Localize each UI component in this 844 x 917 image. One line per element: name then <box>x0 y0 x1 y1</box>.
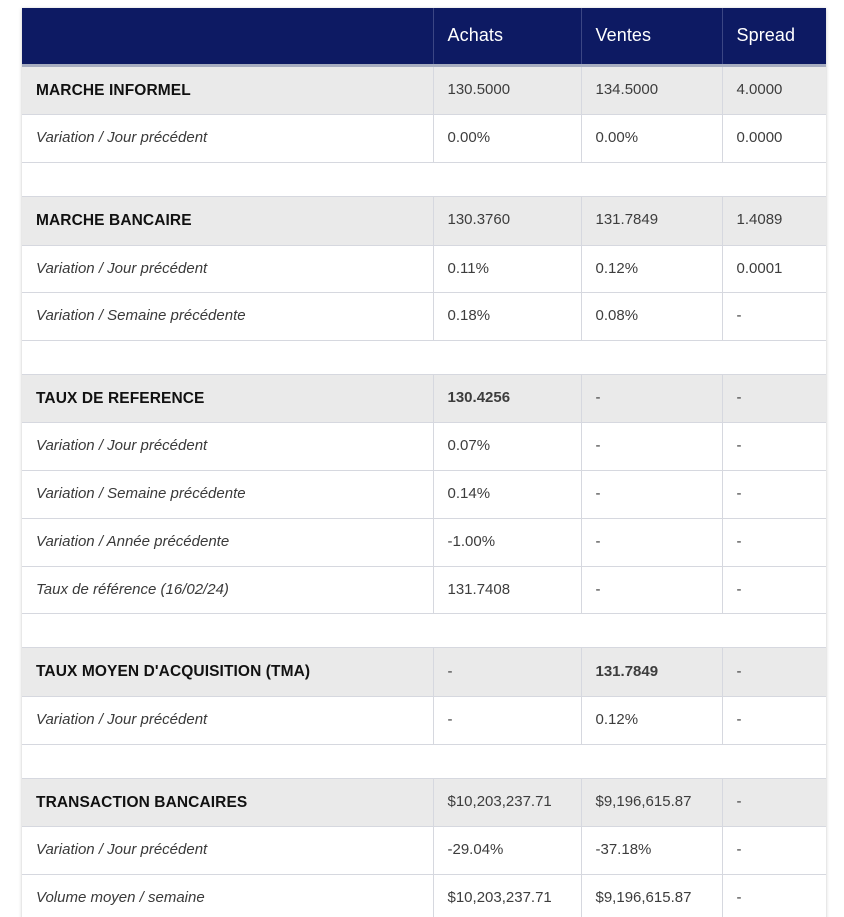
table-row <box>22 566 826 614</box>
row-value-spread: - <box>722 696 826 744</box>
table-header <box>22 8 826 66</box>
row-value-spread: - <box>722 293 826 341</box>
row-label: Variation / Semaine précédente <box>22 293 433 341</box>
row-value-ventes: - <box>581 566 722 614</box>
section-value-achats: 130.4256 <box>433 375 581 423</box>
column-header-achats: Achats <box>433 8 581 66</box>
row-value-achats: $10,203,237.71 <box>433 874 581 917</box>
row-value-achats: - <box>433 696 581 744</box>
row-label: Variation / Année précédente <box>22 518 433 566</box>
row-value-achats: 0.18% <box>433 293 581 341</box>
section-value-achats: 130.5000 <box>433 66 581 115</box>
section-value-spread: - <box>722 778 826 826</box>
section-value-achats: - <box>433 648 581 696</box>
section-title: TAUX MOYEN D'ACQUISITION (TMA) <box>22 648 433 696</box>
section-value-spread: - <box>722 648 826 696</box>
row-label: Volume moyen / semaine <box>22 874 433 917</box>
section-value-spread: 1.4089 <box>722 197 826 245</box>
section-header-row <box>22 66 826 115</box>
row-value-spread: - <box>722 423 826 471</box>
section-header-row <box>22 648 826 696</box>
column-header-label <box>22 8 433 66</box>
row-label: Variation / Semaine précédente <box>22 471 433 519</box>
exchange-rates-table <box>22 8 826 917</box>
column-header-ventes: Ventes <box>581 8 722 66</box>
section-title: MARCHE INFORMEL <box>22 66 433 115</box>
section-title: TRANSACTION BANCAIRES <box>22 778 433 826</box>
section-value-ventes: 134.5000 <box>581 66 722 115</box>
row-value-spread: 0.0001 <box>722 245 826 293</box>
row-value-ventes: 0.00% <box>581 115 722 163</box>
table-row <box>22 874 826 917</box>
section-spacer <box>22 163 826 197</box>
section-value-spread: - <box>722 375 826 423</box>
row-value-spread: - <box>722 471 826 519</box>
section-spacer-cell <box>22 614 826 648</box>
table-row <box>22 826 826 874</box>
row-value-spread: - <box>722 826 826 874</box>
table-body <box>22 66 826 917</box>
section-title: TAUX DE REFERENCE <box>22 375 433 423</box>
row-value-achats: 0.11% <box>433 245 581 293</box>
section-spacer <box>22 744 826 778</box>
row-value-ventes: - <box>581 518 722 566</box>
section-header-row <box>22 778 826 826</box>
section-spacer-cell <box>22 341 826 375</box>
row-label: Variation / Jour précédent <box>22 696 433 744</box>
exchange-rates-table-container <box>22 8 826 917</box>
table-row <box>22 423 826 471</box>
row-label: Variation / Jour précédent <box>22 245 433 293</box>
table-row <box>22 518 826 566</box>
section-spacer-cell <box>22 163 826 197</box>
row-value-achats: 0.00% <box>433 115 581 163</box>
row-value-spread: - <box>722 874 826 917</box>
section-spacer <box>22 341 826 375</box>
section-spacer <box>22 614 826 648</box>
table-row <box>22 696 826 744</box>
table-row <box>22 293 826 341</box>
row-value-achats: 0.14% <box>433 471 581 519</box>
row-value-ventes: -37.18% <box>581 826 722 874</box>
section-value-ventes: 131.7849 <box>581 648 722 696</box>
row-value-spread: 0.0000 <box>722 115 826 163</box>
row-label: Variation / Jour précédent <box>22 115 433 163</box>
row-value-ventes: 0.08% <box>581 293 722 341</box>
row-value-ventes: 0.12% <box>581 245 722 293</box>
section-value-ventes: 131.7849 <box>581 197 722 245</box>
row-value-achats: -29.04% <box>433 826 581 874</box>
row-value-ventes: - <box>581 471 722 519</box>
column-header-spread: Spread <box>722 8 826 66</box>
table-row <box>22 471 826 519</box>
row-label: Variation / Jour précédent <box>22 423 433 471</box>
row-value-ventes: - <box>581 423 722 471</box>
row-value-ventes: $9,196,615.87 <box>581 874 722 917</box>
section-value-ventes: - <box>581 375 722 423</box>
table-row <box>22 115 826 163</box>
section-title: MARCHE BANCAIRE <box>22 197 433 245</box>
row-value-ventes: 0.12% <box>581 696 722 744</box>
table-row <box>22 245 826 293</box>
row-label: Taux de référence (16/02/24) <box>22 566 433 614</box>
section-value-ventes: $9,196,615.87 <box>581 778 722 826</box>
section-header-row <box>22 375 826 423</box>
section-header-row <box>22 197 826 245</box>
section-value-spread: 4.0000 <box>722 66 826 115</box>
table-header-row <box>22 8 826 66</box>
row-value-achats: -1.00% <box>433 518 581 566</box>
row-value-achats: 0.07% <box>433 423 581 471</box>
row-value-spread: - <box>722 566 826 614</box>
row-label: Variation / Jour précédent <box>22 826 433 874</box>
section-value-achats: $10,203,237.71 <box>433 778 581 826</box>
section-value-achats: 130.3760 <box>433 197 581 245</box>
row-value-spread: - <box>722 518 826 566</box>
row-value-achats: 131.7408 <box>433 566 581 614</box>
section-spacer-cell <box>22 744 826 778</box>
